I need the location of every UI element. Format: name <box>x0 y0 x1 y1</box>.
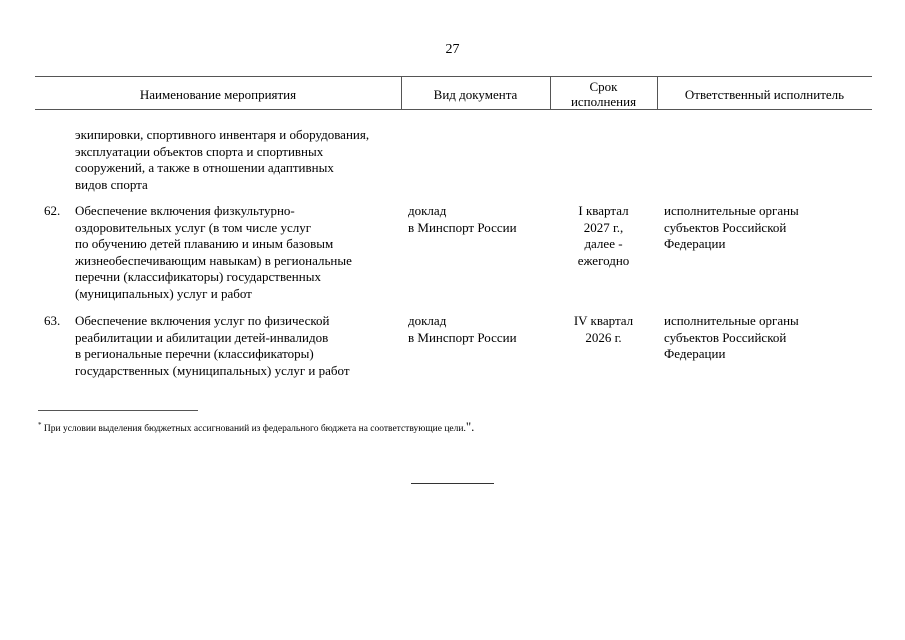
row-number: 62. <box>44 203 61 218</box>
continuation-text: экипировки, спортивного инвентаря и оборудования, эксплуатации объектов спорта и спортивных сооружений, а также в отношении адаптивных видов спорта <box>75 127 370 192</box>
row-number: 63. <box>44 313 61 328</box>
header-responsible: Ответственный исполнитель <box>684 87 845 102</box>
row-name: Обеспечение включения услуг по физической реабилитации и абилитации детей-инвалидов в региональные перечни (классификаторы) государственных (муниципальных) услуг и работ <box>75 313 350 378</box>
footnote-marker: * <box>38 420 42 429</box>
row-responsible: исполнительные органы субъектов Российской Федерации <box>664 203 799 251</box>
footnote-separator <box>38 410 198 411</box>
row-responsible: исполнительные органы субъектов Российской Федерации <box>664 313 799 361</box>
header-name: Наименование мероприятия <box>139 87 297 102</box>
row-deadline: I квартал 2027 г., далее - ежегодно <box>577 203 630 268</box>
row-doc-type: доклад в Минспорт России <box>408 203 517 235</box>
row-doc-type: доклад в Минспорт России <box>408 313 517 345</box>
footnote-text: При условии выделения бюджетных ассигнований из федерального бюджета на соответствующие цели. <box>41 424 466 434</box>
row-name: Обеспечение включения физкультурно- оздоровительных услуг (в том числе услуг по обучению детей плаванию и иным базовым жизнеобеспечивающим навыкам) в региональные перечни (классификаторы) государственных (муниципальных) услуг и работ <box>75 203 352 301</box>
row-deadline: IV квартал 2026 г. <box>573 313 634 345</box>
table-header-bottom-border <box>35 109 872 110</box>
end-of-document-line <box>411 483 494 484</box>
header-doc-type: Вид документа <box>433 87 518 102</box>
footnote <box>38 419 474 435</box>
footnote-closing: ". <box>465 419 475 434</box>
header-deadline: Срок исполнения <box>570 79 637 109</box>
page-number: 27 <box>445 42 460 57</box>
table-top-border <box>35 76 872 77</box>
